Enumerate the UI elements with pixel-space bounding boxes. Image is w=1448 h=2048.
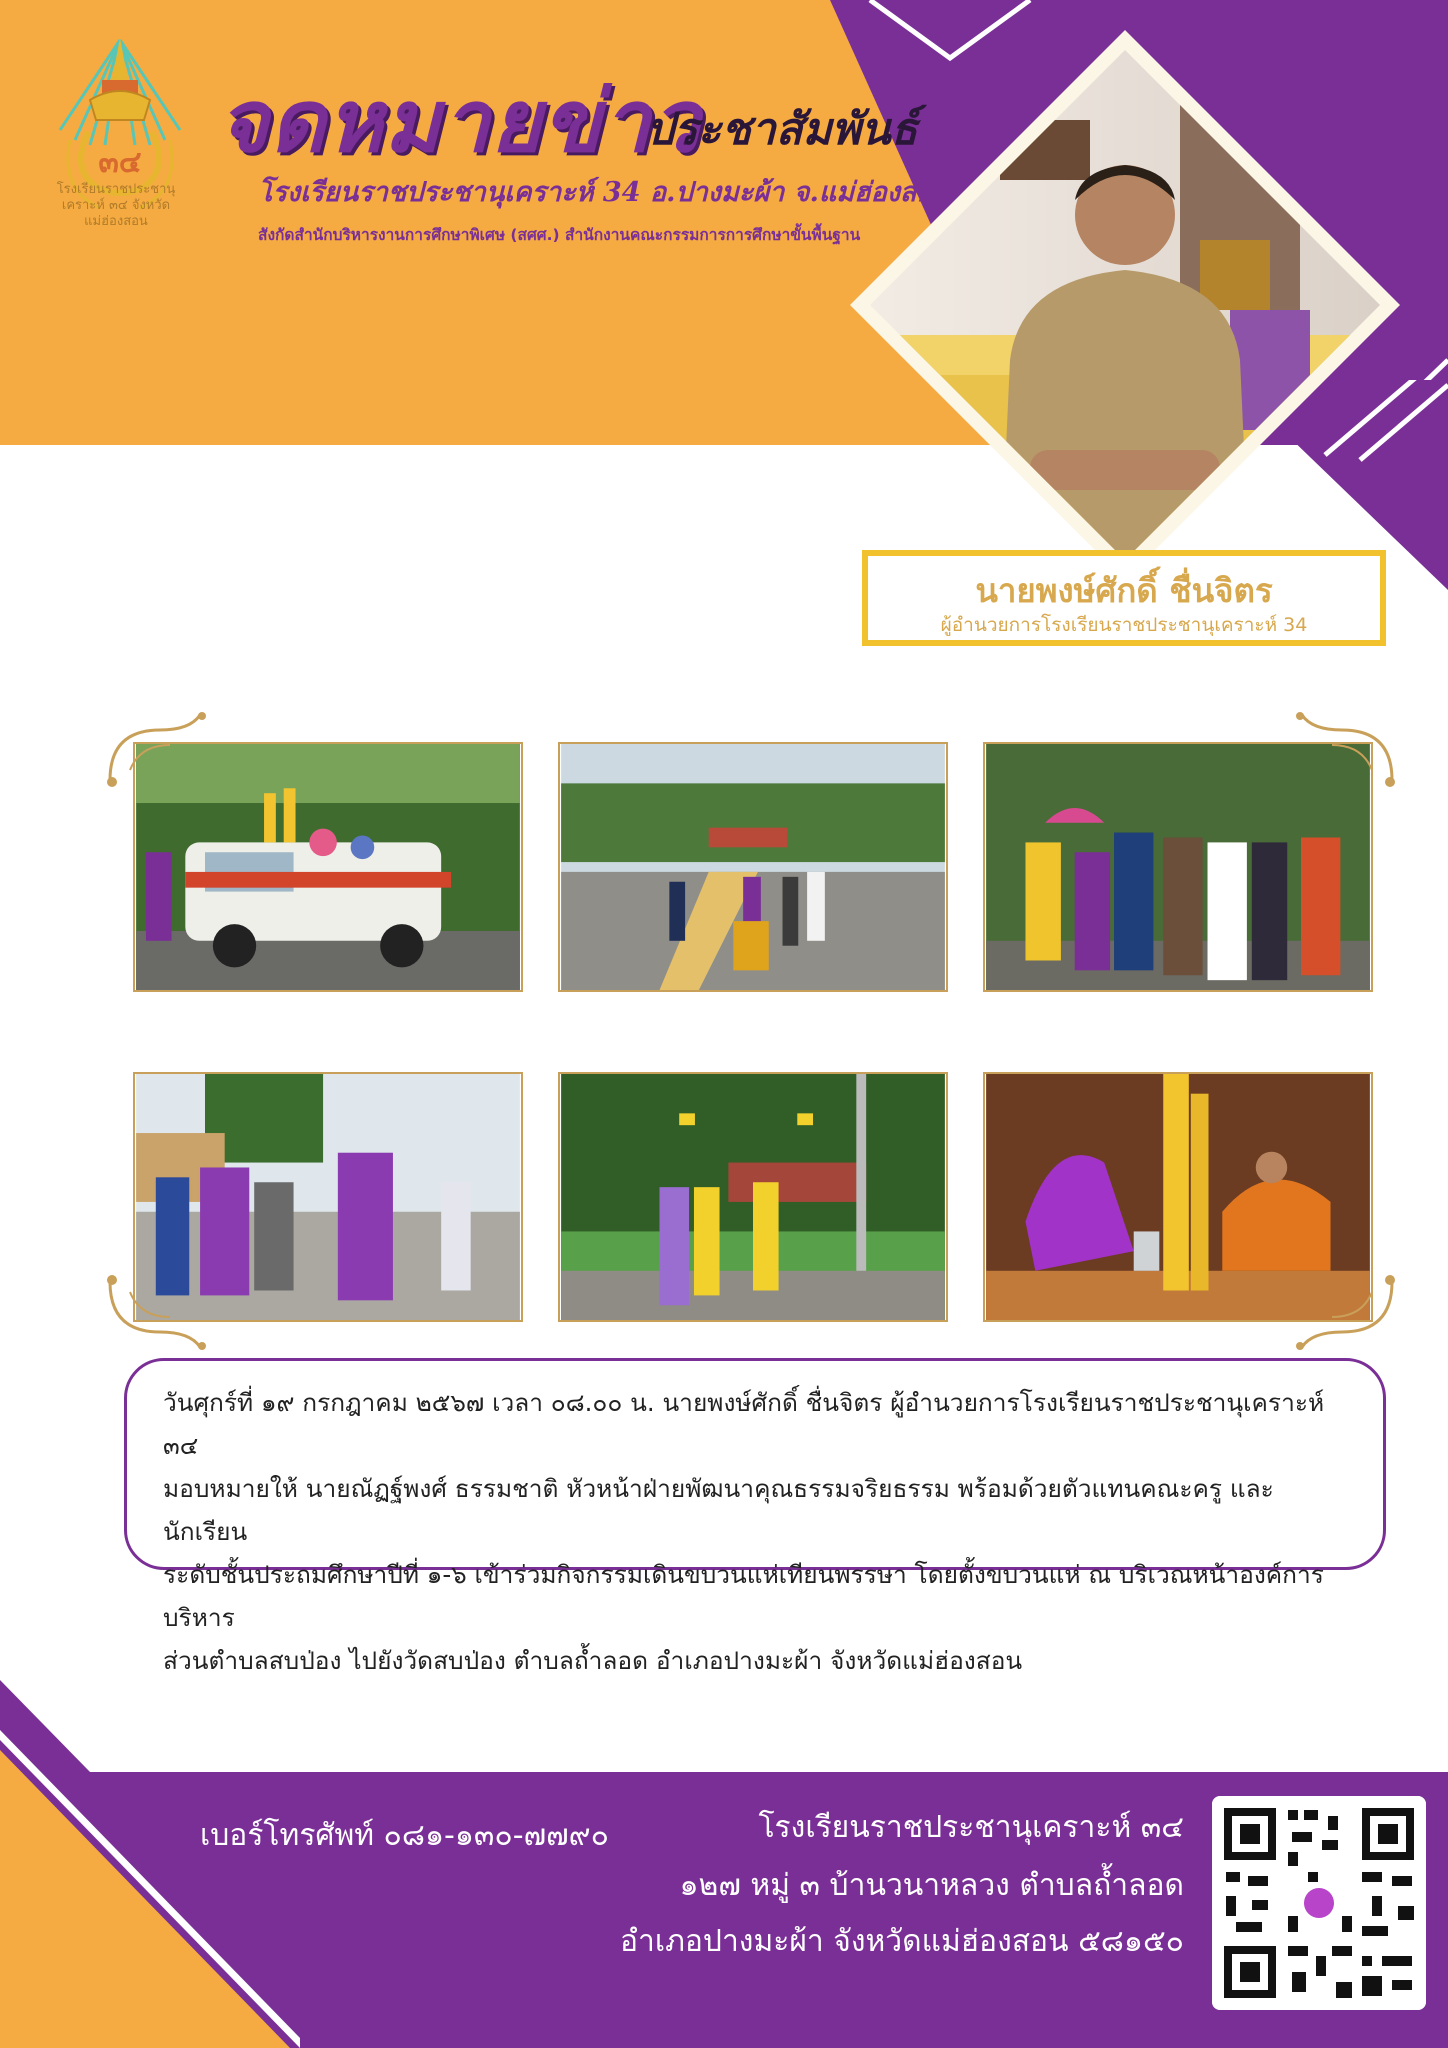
photo-procession-road (558, 742, 948, 992)
director-portrait (850, 30, 1400, 580)
ornament-bottom-right (1232, 1272, 1402, 1352)
school-name-line: โรงเรียนราชประชานุเคราะห์ 34 อ.ปางมะผ้า จ.แม่ฮ่องสอน (258, 177, 952, 208)
footer-address-line3: อำเภอปางมะผ้า จังหวัดแม่ฮ่องสอน ๕๘๑๕๐ (620, 1924, 1184, 1959)
ornament-bottom-left (100, 1272, 270, 1352)
ornament-top-right (1232, 710, 1402, 790)
svg-text:๓๔: ๓๔ (98, 145, 142, 180)
ornament-top-left (100, 710, 270, 790)
director-position: ผู้อำนวยการโรงเรียนราชประชานุเคราะห์ 34 (940, 614, 1308, 636)
news-story-text: วันศุกร์ที่ ๑๙ กรกฎาคม ๒๕๖๗ เวลา ๐๘.๐๐ น. นายพงษ์ศักดิ์ ชื่นจิตร ผู้อำนวยการโรงเรียนราชประชานุเคราะห์ ๓๔ มอบหมายให้ นายณัฏฐ์พงศ์ ธรรมชาติ หัวหน้าฝ่ายพัฒนาคุณธรรมจริยธรรม พร้อมด้วยตัวแทนคณะครู และนักเรียน ระดับชั้นประถมศึกษาปีที่ ๑-๖ เข้าร่วมกิจกรรมเดินขบวนแห่เทียนพรรษา โดยตั้งขบวนแห่ ณ บริเวณหน้าองค์การบริหาร ส่วนตำบลสบป่อง ไปยังวัดสบป่อง ตำบลถ้ำลอด อำเภอปางมะผ้า จังหวัดแม่ฮ่องสอน (124, 1358, 1386, 1570)
footer-address-line1: โรงเรียนราชประชานุเคราะห์ ๓๔ (758, 1810, 1184, 1845)
footer-phone: เบอร์โทรศัพท์ ๐๘๑-๑๓๐-๗๗๙๐ (200, 1818, 609, 1853)
director-name: นายพงษ์ศักดิ์ ชื่นจิตร (975, 571, 1273, 610)
photo-school-sign-walk (558, 1072, 948, 1322)
qr-code[interactable] (1212, 1796, 1426, 2010)
footer-address-line2: ๑๒๗ หมู่ ๓ บ้านวนาหลวง ตำบลถ้ำลอด (679, 1868, 1184, 1903)
newsletter-subtitle: ประชาสัมพันธ์ (646, 104, 918, 155)
logo-caption: โรงเรียนราชประชานุเคราะห์ ๓๔ จังหวัดแม่ฮ่องสอน (56, 182, 176, 229)
director-name-box (862, 550, 1386, 646)
newsletter-title: จดหมายข่าว (218, 71, 701, 172)
agency-line: สังกัดสำนักบริหารงานการศึกษาพิเศษ (สศศ.) สำนักงานคณะกรรมการการศึกษาขั้นพื้นฐาน (258, 226, 861, 244)
